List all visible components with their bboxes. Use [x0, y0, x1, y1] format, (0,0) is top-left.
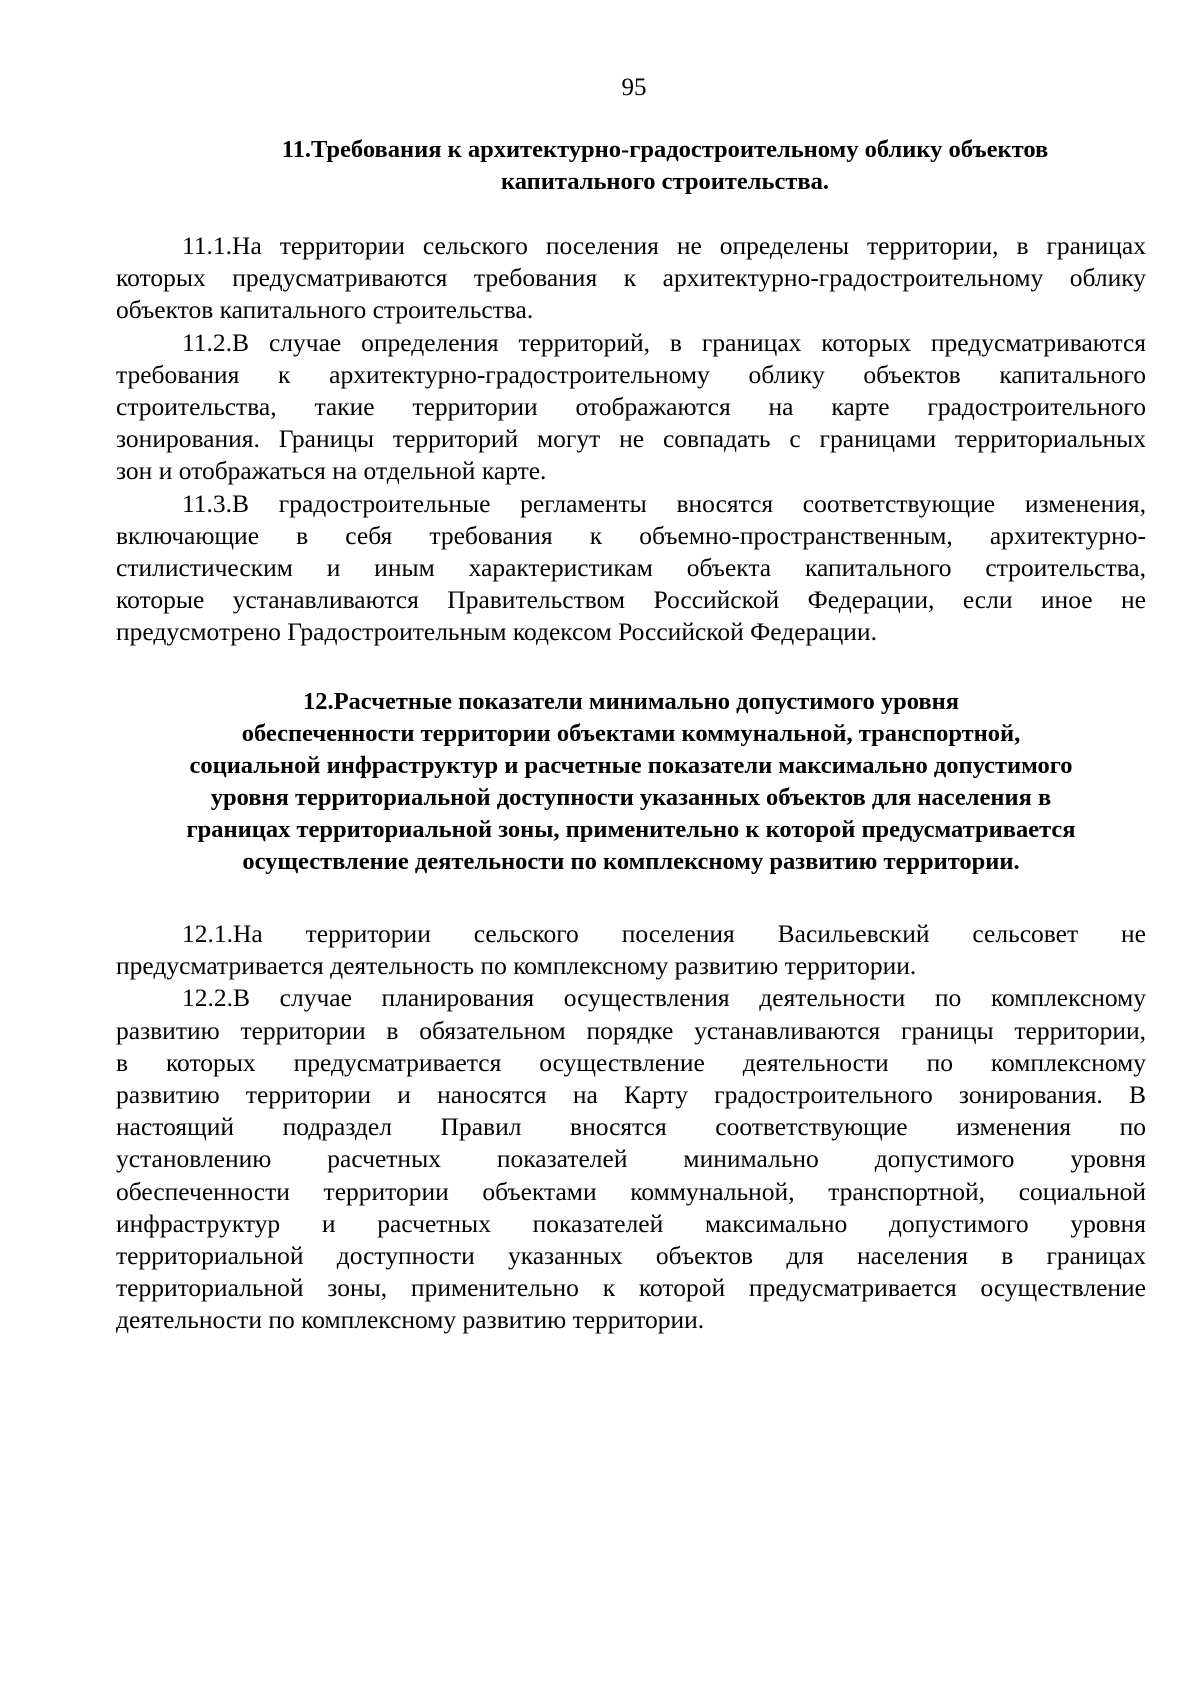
- text-line: настоящий подраздел Правил вносятся соответствующие изменения по: [116, 1112, 1146, 1142]
- heading-line: 12.Расчетные показатели минимально допустимого уровня: [302, 688, 960, 715]
- paragraph-12-1: [116, 918, 1146, 982]
- text-line: включающие в себя требования к объемно-пространственным, архитектурно-: [116, 520, 1146, 550]
- text-line: деятельности по комплексному развитию территории.: [116, 1305, 705, 1335]
- text-line: строительства, такие территории отображаются на карте градостроительного: [116, 392, 1146, 422]
- text-line: инфраструктур и расчетных показателей максимально допустимого уровня: [116, 1208, 1146, 1238]
- text-line: 11.3.В градостроительные регламенты вносятся соответствующие изменения,: [182, 488, 1146, 518]
- heading-line: осуществление деятельности по комплексному развитию территории.: [242, 848, 1020, 875]
- section-12-body: [116, 918, 1146, 1337]
- text-line: 12.2.В случае планирования осуществления деятельности по комплексному: [182, 983, 1146, 1013]
- text-line: требования к архитектурно-градостроительному облику объектов капитального: [116, 359, 1146, 389]
- text-line: которых предусматриваются требования к архитектурно-градостроительному облику: [116, 263, 1146, 293]
- heading-line: 11.Требования к архитектурно-градостроительному облику объектов: [281, 136, 1049, 163]
- text-line: стилистическим и иным характеристикам объекта капитального строительства,: [116, 553, 1146, 583]
- text-line: зон и отображаться на отдельной карте.: [116, 456, 547, 486]
- text-line: зонирования. Границы территорий могут не совпадать с границами территориальных: [116, 424, 1146, 454]
- heading-line: границах территориальной зоны, применительно к которой предусматривается: [186, 816, 1076, 843]
- paragraph-12-2: [116, 982, 1146, 1336]
- text-line: территориальной зоны, применительно к которой предусматривается осуществление: [116, 1273, 1146, 1303]
- text-line: развитию территории и наносятся на Карту градостроительного зонирования. В: [116, 1080, 1146, 1110]
- text-line: установлению расчетных показателей минимально допустимого уровня: [116, 1144, 1146, 1174]
- text-line: развитию территории в обязательном порядке устанавливаются границы территории,: [116, 1015, 1146, 1045]
- text-line: предусмотрено Градостроительным кодексом Российской Федерации.: [116, 617, 877, 647]
- section-11-heading: [220, 134, 1110, 198]
- text-line: объектов капитального строительства.: [116, 295, 534, 325]
- paragraph-11-3: [116, 488, 1146, 649]
- text-line: территориальной доступности указанных объектов для населения в границах: [116, 1241, 1146, 1271]
- text-line: 12.1.На территории сельского поселения Васильевский сельсовет не: [182, 919, 1146, 948]
- text-line: которые устанавливаются Правительством Российской Федерации, если иное не: [116, 585, 1146, 615]
- heading-line: обеспеченности территории объектами коммунальной, транспортной,: [241, 720, 1021, 747]
- section-12-heading: [116, 686, 1146, 878]
- text-line: 11.2.В случае определения территорий, в границах которых предусматриваются: [182, 327, 1146, 357]
- text-line: предусматривается деятельность по комплексному развитию территории.: [116, 951, 917, 981]
- text-line: в которых предусматривается осуществление деятельности по комплексному: [116, 1047, 1146, 1077]
- section-11-body: [116, 230, 1146, 649]
- heading-line: капитального строительства.: [501, 168, 829, 195]
- paragraph-11-2: [116, 327, 1146, 488]
- text-line: 11.1.На территории сельского поселения не определены территории, в границах: [182, 231, 1146, 260]
- heading-line: социальной инфраструктур и расчетные показатели максимально допустимого: [189, 752, 1073, 779]
- page-number: 95: [621, 74, 647, 101]
- paragraph-11-1: [116, 230, 1146, 327]
- text-line: обеспеченности территории объектами коммунальной, транспортной, социальной: [116, 1176, 1146, 1206]
- heading-line: уровня территориальной доступности указанных объектов для населения в: [210, 784, 1052, 811]
